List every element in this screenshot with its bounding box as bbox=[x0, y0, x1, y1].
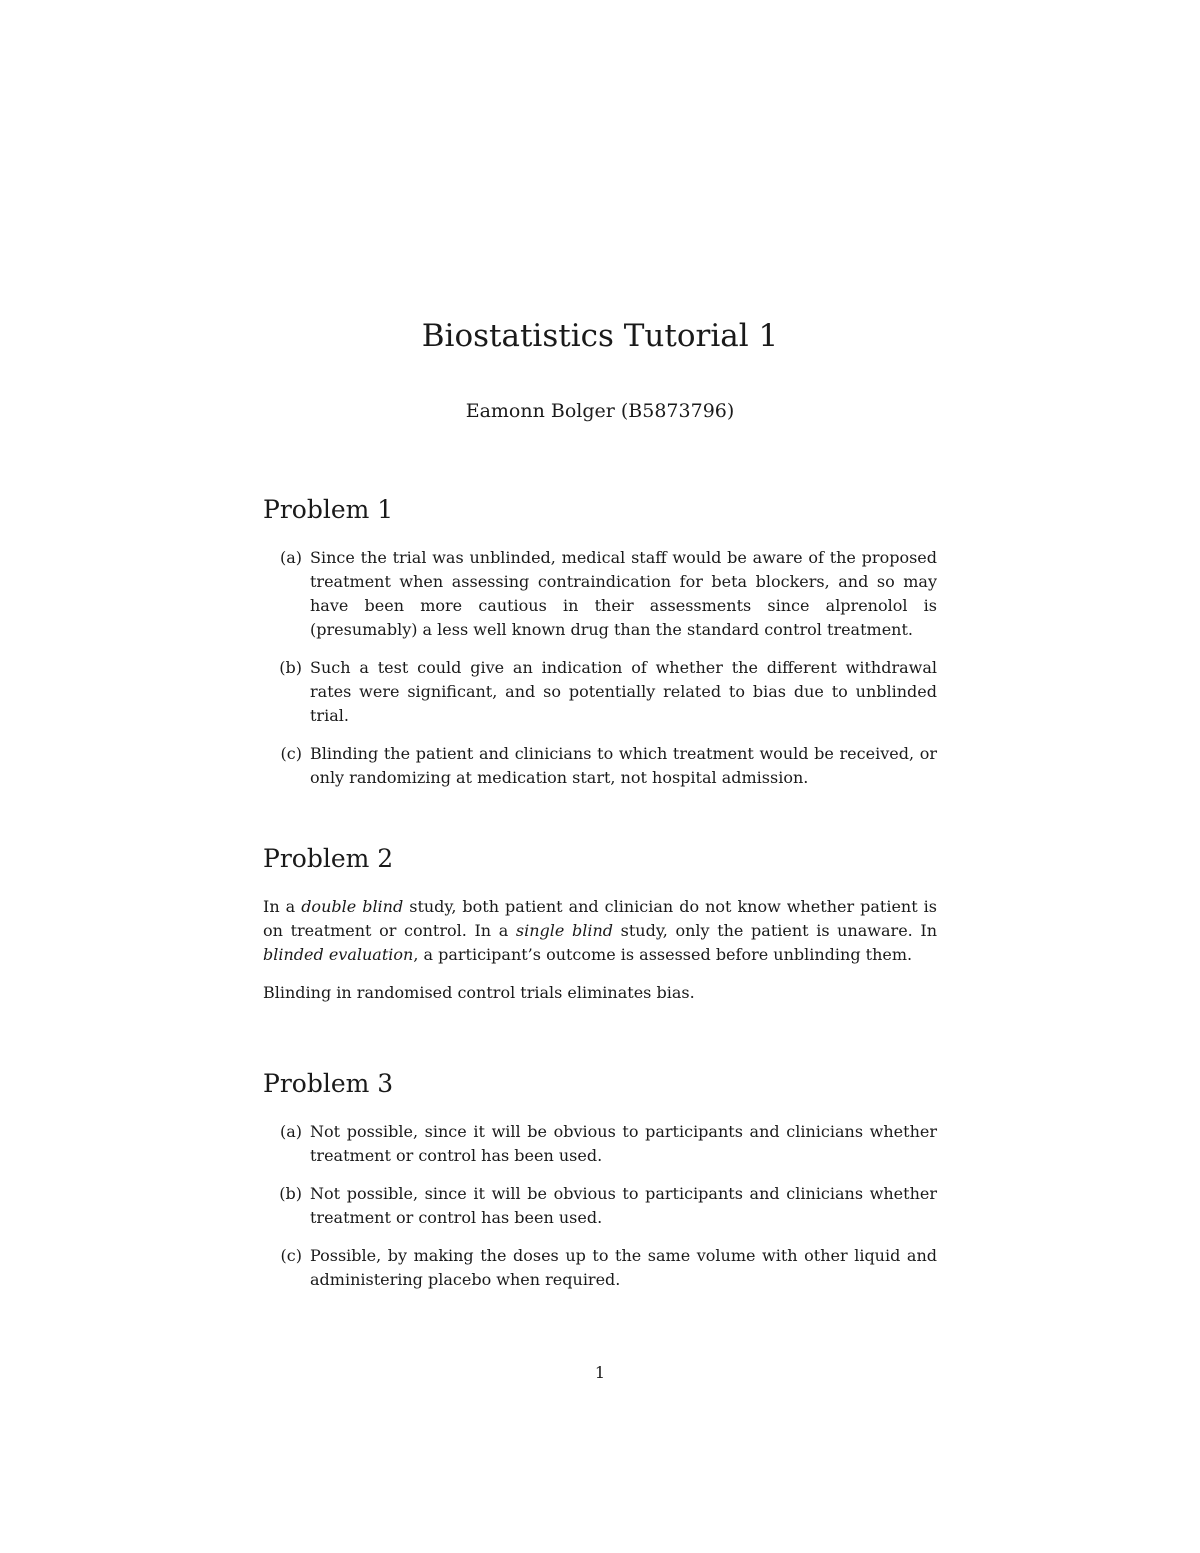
text-run: , a participant’s outcome is assessed before unblinding them. bbox=[413, 945, 913, 964]
problem-1-heading: Problem 1 bbox=[263, 495, 394, 524]
problem-3-item-c bbox=[263, 1244, 937, 1292]
item-label: (a) bbox=[279, 1122, 302, 1141]
item-text: Not possible, since it will be obvious to participants and clinicians whether treatment or control has been used. bbox=[310, 1122, 937, 1165]
problem-3-item-a bbox=[263, 1120, 937, 1168]
blinding-definitions-paragraph bbox=[263, 895, 937, 967]
item-text: Possible, by making the doses up to the same volume with other liquid and administering placebo when required. bbox=[310, 1246, 937, 1289]
item-label: (c) bbox=[280, 1246, 302, 1265]
item-text: Such a test could give an indication of whether the different withdrawal rates were significant, and so potentially related to bias due to unblinded trial. bbox=[310, 658, 937, 725]
problem-2-section bbox=[263, 843, 937, 1019]
blinding-bias-paragraph: Blinding in randomised control trials eliminates bias. bbox=[263, 983, 695, 1002]
page-number: 1 bbox=[594, 1363, 606, 1382]
problem-2-heading: Problem 2 bbox=[263, 844, 394, 873]
item-label: (c) bbox=[280, 744, 302, 763]
problem-3-section bbox=[263, 1068, 937, 1306]
problem-3-item-b bbox=[263, 1182, 937, 1230]
emphasis-double-blind: double blind bbox=[301, 897, 404, 916]
emphasis-single-blind: single blind bbox=[515, 921, 614, 940]
text-run: study, both patient and clinician do not know whether patient is on treatment or control. In a bbox=[263, 897, 937, 940]
problem-1-item-b bbox=[263, 656, 937, 728]
text-run: In a bbox=[263, 897, 302, 916]
document-title: Biostatistics Tutorial 1 bbox=[421, 318, 779, 354]
problem-1-item-a bbox=[263, 546, 937, 642]
problem-1-section bbox=[263, 494, 937, 804]
item-label: (b) bbox=[279, 1184, 302, 1203]
item-text: Not possible, since it will be obvious to participants and clinicians whether treatment or control has been used. bbox=[310, 1184, 937, 1227]
problem-1-item-c bbox=[263, 742, 937, 790]
item-text: Since the trial was unblinded, medical staff would be aware of the proposed treatment when assessing contraindication for beta blockers, and so may have been more cautious in their assessments since alprenolol is (presumably) a less well known drug than the standard control treatment. bbox=[310, 548, 937, 639]
emphasis-blinded-evaluation: blinded evaluation bbox=[263, 945, 414, 964]
item-label: (a) bbox=[279, 548, 302, 567]
document-author: Eamonn Bolger (B5873796) bbox=[465, 400, 735, 422]
item-text: Blinding the patient and clinicians to which treatment would be received, or only randomizing at medication start, not hospital admission. bbox=[310, 744, 937, 787]
item-label: (b) bbox=[279, 658, 302, 677]
text-run: study, only the patient is unaware. In bbox=[613, 921, 937, 940]
problem-3-heading: Problem 3 bbox=[263, 1069, 394, 1098]
